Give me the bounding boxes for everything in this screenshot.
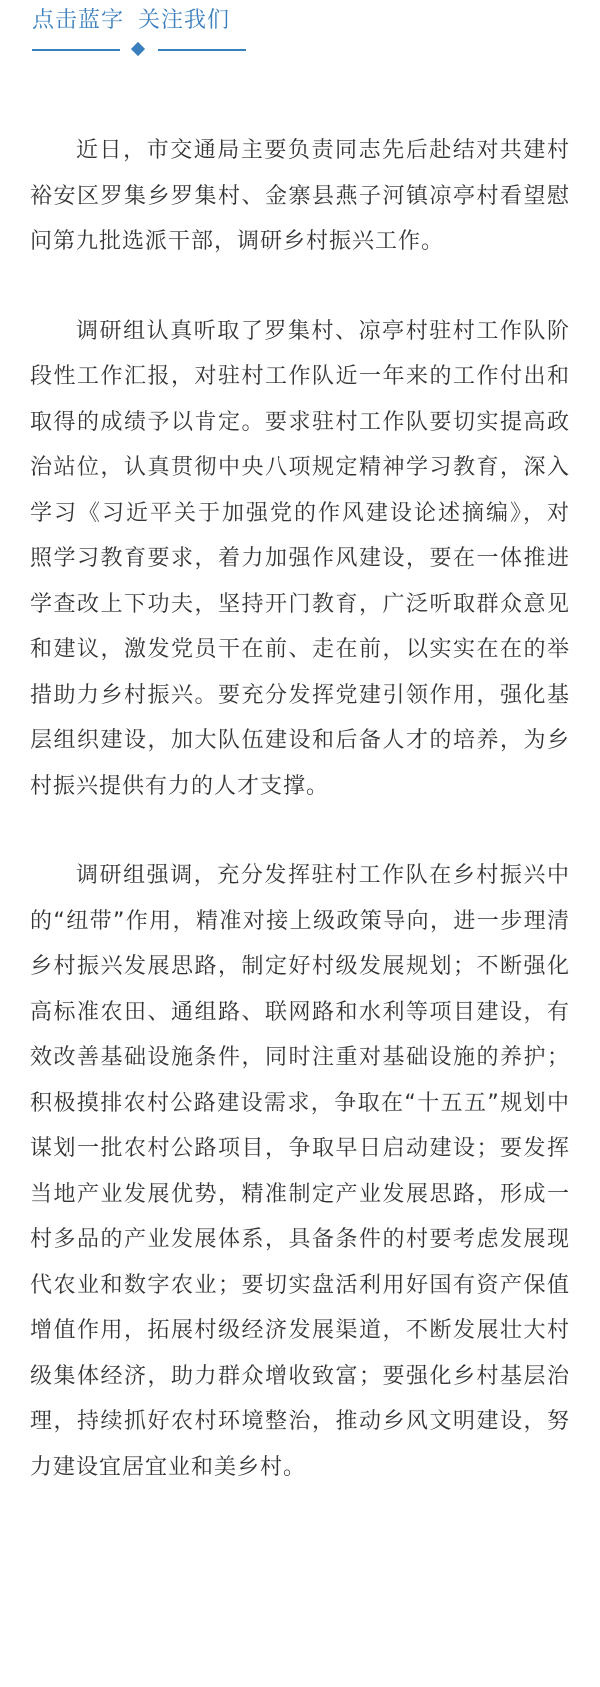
header-text-left[interactable]: 点击蓝字 [32, 8, 125, 33]
header-text-right[interactable]: 关注我们 [138, 8, 231, 33]
divider-line-left [32, 49, 120, 51]
diamond-icon [131, 42, 145, 56]
article-body [30, 128, 570, 1534]
article-paragraph-3: 调研组强调，充分发挥驻村工作队在乡村振兴中的“纽带”作用，精准对接上级政策导向，进一步理清乡村振兴发展思路，制定好村级发展规划；不断强化高标准农田、通组路、联网路和水利等项目建设，有效改善基础设施条件，同时注重对基础设施的养护；积极摸排农村公路建设需求，争取在“十五五”规划中谋划一批农村公路项目，争取早日启动建设；要发挥当地产业发展优势，精准制定产业发展思路，形成一村多品的产业发展体系，具备条件的村要考虑发展现代农业和数字农业；要切实盘活利用好国有资产保值增值作用，拓展村级经济发展渠道，不断发展壮大村级集体经济，助力群众增收致富；要强化乡村基层治理，持续抓好农村环境整治，推动乡风文明建设，努力建设宜居宜业和美乡村。 [30, 863, 570, 1480]
header-divider [32, 40, 246, 60]
divider-line-right [158, 49, 246, 51]
follow-us-header[interactable] [32, 6, 246, 60]
article-paragraph-2: 调研组认真听取了罗集村、凉亭村驻村工作队阶段性工作汇报，对驻村工作队近一年来的工作付出和取得的成绩予以肯定。要求驻村工作队要切实提高政治站位，认真贯彻中央八项规定精神学习教育，深入学习《习近平关于加强党的作风建设论述摘编》，对照学习教育要求，着力加强作风建设，要在一体推进学查改上下功夫，坚持开门教育，广泛听取群众意见和建议，激发党员干在前、走在前，以实实在在的举措助力乡村振兴。要充分发挥党建引领作用，强化基层组织建设，加大队伍建设和后备人才的培养，为乡村振兴提供有力的人才支撑。 [30, 318, 570, 799]
article-paragraph-1: 近日，市交通局主要负责同志先后赴结对共建村裕安区罗集乡罗集村、金寨县燕子河镇凉亭村看望慰问第九批选派干部，调研乡村振兴工作。 [30, 138, 570, 254]
follow-us-text[interactable] [32, 6, 246, 36]
